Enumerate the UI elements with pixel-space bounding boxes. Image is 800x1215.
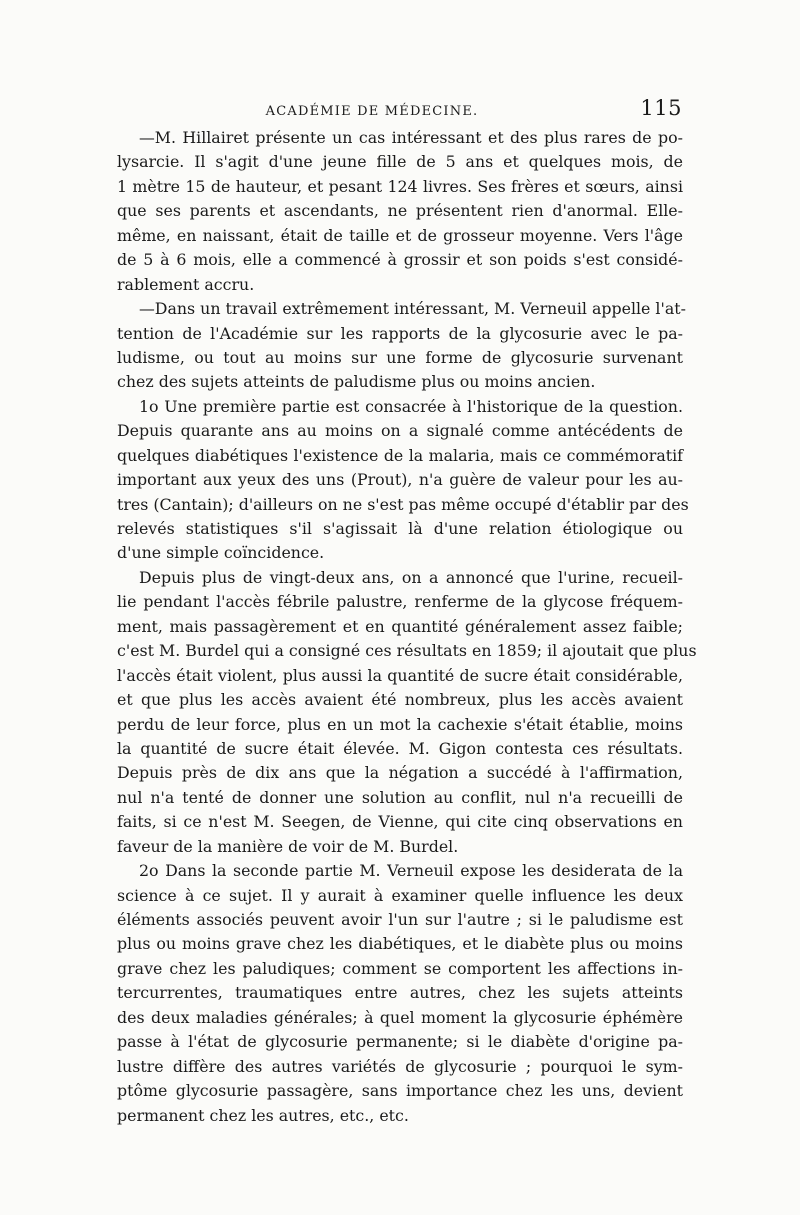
text-line: la quantité de sucre était élevée. M. Gigon contesta ces résultats. xyxy=(117,738,683,758)
text-line: relevés statistiques s'il s'agissait là d'une relation étiologique ou xyxy=(117,519,683,538)
text-line: c'est M. Burdel qui a consigné ces résultats en 1859; il ajoutait que plus xyxy=(117,641,697,661)
text-line: Depuis quarante ans au moins on a signalé comme antécédents de xyxy=(117,421,683,441)
text-line: l'accès était violent, plus aussi la quantité de sucre était considérable, xyxy=(117,665,683,685)
text-line: chez des sujets atteints de paludisme plus ou moins ancien. xyxy=(117,372,596,392)
text-line: Depuis plus de vingt-deux ans, on a annoncé que l'urine, recueil- xyxy=(139,567,683,587)
body-text xyxy=(117,126,697,1128)
text-line: des deux maladies générales; à quel moment la glycosurie éphémère xyxy=(117,1007,683,1027)
text-line: ment, mais passagèrement et en quantité généralement assez faible; xyxy=(117,616,683,636)
text-line: de 5 à 6 mois, elle a commencé à grossir et son poids s'est considé- xyxy=(117,250,683,270)
text-line: science à ce sujet. Il y aurait à examiner quelle influence les deux xyxy=(117,885,683,905)
text-line: nul n'a tenté de donner une solution au conflit, nul n'a recueilli de xyxy=(117,787,683,807)
running-header xyxy=(112,96,682,126)
text-line: grave chez les paludiques; comment se comportent les affections in- xyxy=(117,958,683,978)
text-line: ludisme, ou tout au moins sur une forme de glycosurie survenant xyxy=(117,347,683,367)
text-line: éléments associés peuvent avoir l'un sur l'autre ; si le paludisme est xyxy=(117,910,683,929)
text-line: —Dans un travail extrêmement intéressant, M. Verneuil appelle l'at- xyxy=(139,299,686,319)
text-line: lysarcie. Il s'agit d'une jeune fille de 5 ans et quelques mois, de xyxy=(117,152,683,172)
text-line: plus ou moins grave chez les diabétiques, et le diabète plus ou moins xyxy=(117,934,683,954)
text-line: tention de l'Académie sur les rapports de la glycosurie avec le pa- xyxy=(117,323,683,343)
page-number: 115 xyxy=(640,96,682,120)
text-line: quelques diabétiques l'existence de la malaria, mais ce commémoratif xyxy=(117,445,683,465)
text-line: 1 mètre 15 de hauteur, et pesant 124 livres. Ses frères et sœurs, ainsi xyxy=(117,176,683,196)
text-line: d'une simple coïncidence. xyxy=(117,543,325,563)
text-line: rablement accru. xyxy=(117,274,255,294)
text-line: —M. Hillairet présente un cas intéressant et des plus rares de po- xyxy=(139,128,683,147)
text-line: important aux yeux des uns (Prout), n'a guère de valeur pour les au- xyxy=(117,470,683,490)
running-title: ACADÉMIE DE MÉDECINE. xyxy=(265,104,479,119)
text-line: perdu de leur force, plus en un mot la cachexie s'était établie, moins xyxy=(117,714,683,734)
text-line: lie pendant l'accès fébrile palustre, renferme de la glycose fréquem- xyxy=(117,592,683,612)
text-line: tres (Cantain); d'ailleurs on ne s'est pas même occupé d'établir par des xyxy=(117,494,689,514)
text-line: faveur de la manière de voir de M. Burdel. xyxy=(117,836,459,856)
text-line: 1o Une première partie est consacrée à l'historique de la question. xyxy=(139,396,683,416)
text-line: même, en naissant, était de taille et de grosseur moyenne. Vers l'âge xyxy=(117,225,683,245)
text-line: Depuis près de dix ans que la négation a succédé à l'affirmation, xyxy=(117,763,683,783)
text-line: 2o Dans la seconde partie M. Verneuil expose les desiderata de la xyxy=(139,861,683,881)
text-line: tercurrentes, traumatiques entre autres, chez les sujets atteints xyxy=(117,983,683,1003)
text-line: faits, si ce n'est M. Seegen, de Vienne, qui cite cinq observations en xyxy=(117,812,683,832)
text-line: passe à l'état de glycosurie permanente; si le diabète d'origine pa- xyxy=(117,1032,683,1052)
text-line: permanent chez les autres, etc., etc. xyxy=(117,1105,409,1125)
text-line: lustre diffère des autres variétés de glycosurie ; pourquoi le sym- xyxy=(117,1056,683,1076)
text-line: ptôme glycosurie passagère, sans importance chez les uns, devient xyxy=(117,1081,683,1101)
text-line: et que plus les accès avaient été nombreux, plus les accès avaient xyxy=(117,690,683,710)
text-line: que ses parents et ascendants, ne présentent rien d'anormal. Elle- xyxy=(117,201,683,221)
